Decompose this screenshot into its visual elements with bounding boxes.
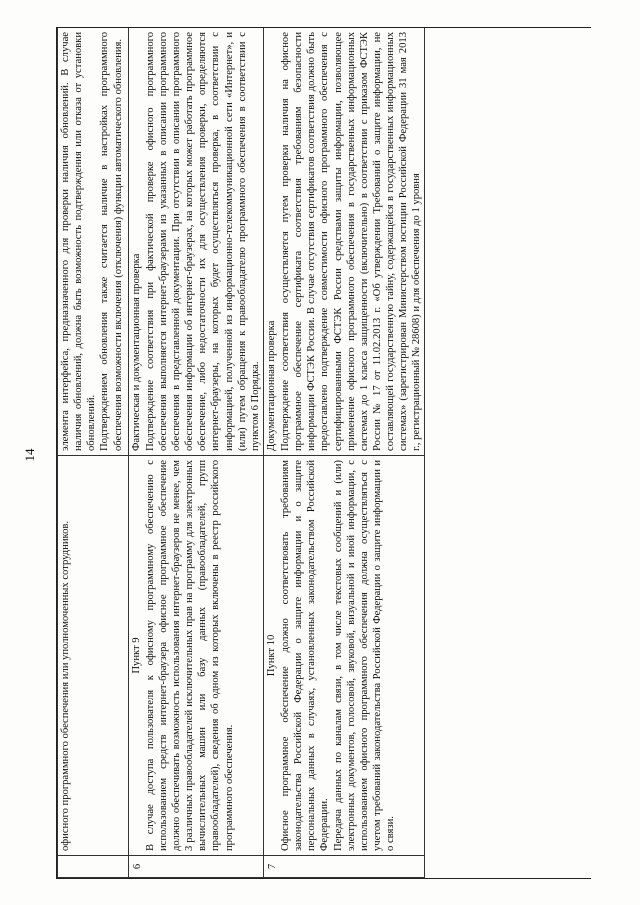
requirement-text: В случае доступа пользователя к офисному программному обеспечению с использованием средств интернет-браузера офисное программное обеспечение должно обеспечивать возможность использования интернет-браузеров не менее, чем 3 различных правообладателей исключительных прав на программу для электронных вычислительных машин или базу данных (правообладателей, групп правообладателей), сведения об одном из которых включены в реестр российского программного обеспечения. [144,460,235,851]
method-text: Подтверждение соответствия осуществляется путем проверки наличия на офисное программное обеспечение сертификата соответствия требованиям безопасности информации ФСТЭК России. В случае отсутствия сертификатов соответствия должно быть предоставлено подтверждение совместимости офисного программного обеспечения с сертифицированными ФСТЭК России средствами защиты информации, позволяющее применение офисного программного обеспечения в государственных информационных системах до 1 класса защищенности (включительно) в соответствии с приказом ФСТЭК России № 17 от 11.02.2013 г. «Об утверждении Требований о защите информации, не составляющей государственную тайну, содержащейся в государственных информационных системах» (зарегистрирован Министерством юстиции Российской Федерации 31 мая 2013 г., регистрационный № 28608) и для обеспечения до 1 уровня [280,32,423,451]
requirements-table [56,27,591,879]
requirement-text: офисного программного обеспечения или уполномоченных сотрудников. [60,520,71,851]
table-row-7 [263,28,425,878]
requirement-cell [263,456,425,856]
requirement-text: Передача данных по каналам связи, в том числе текстовых сообщений и (или) электронных документов, голосовой, звуковой, визуальной и иной информации, с использованием офисного программного обеспечения должна осуществляться с учетом требований законодательства Российской Федерации о защите информации и о связи. [332,460,396,851]
method-title: Документационная проверка [265,320,277,451]
row-number-cell [58,856,129,878]
method-text: Подтверждение соответствия при фактической проверке офисного программного обеспечения выполняется интернет-браузерами из указанных в описании программного обеспечения в представленной документации. При отсутствии в описании программного обеспечения информации об интернет-браузерах, на которых может работать программное обеспечение, либо недостаточности их для осуществления проверки, определяются интернет-браузеры, на которых будет осуществляться проверка, в соответствии с информацией, полученной из информационно-телекоммуникационной сети «Интернет», и (или) путем обращения к правообладателю программного обеспечения в соответствии с пунктом 6 Порядка. [144,32,261,451]
clause-label: Пункт 10 [265,634,277,677]
table-row-continuation [58,28,129,878]
table-row-6 [128,28,263,878]
clause-label: Пункт 9 [130,637,142,674]
row-number-cell: 6 [128,856,263,878]
page-number: 14 [22,448,37,462]
requirement-cell [58,456,129,856]
method-cell [263,28,425,456]
requirement-text: Офисное программное обеспечение должно соответствовать требованиям законодательства Российской Федерации о защите информации и о защите персональных данных в случаях, установленных законодательством Российской Федерации. [280,460,331,851]
method-text: Подтверждением обновления также считается наличие в настройках программного обеспечения возможности включения (отключения) функции автоматического обновления. [99,32,124,451]
method-cell [58,28,129,456]
method-title: Фактическая и документационная проверка [130,253,142,451]
row-number-cell: 7 [263,856,425,878]
requirement-cell [128,456,263,856]
method-text: элемента интерфейса, предназначенного для проверки наличия обновлений. В случае наличия обновлений, должна быть возможность подтверждения или отказа от установки обновлений. [60,32,98,451]
method-cell [128,28,263,456]
